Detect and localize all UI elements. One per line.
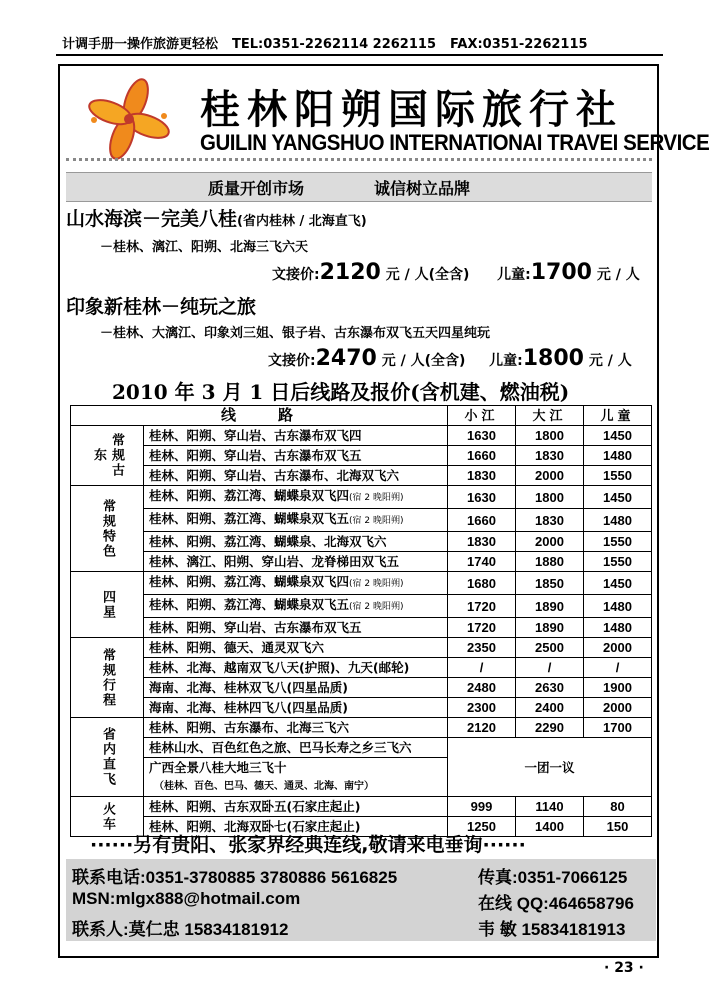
- price-big: 1890: [516, 618, 584, 638]
- route-title: [66, 292, 256, 319]
- price-small: 1830: [448, 466, 516, 486]
- page-number: · 23 ·: [604, 960, 644, 976]
- table-row: [71, 509, 652, 532]
- route-cell: （桂林、百色、巴马、德天、通灵、北海、南宁）: [144, 777, 448, 797]
- negotiable-price: 一团一议: [448, 738, 652, 797]
- route-cell: 桂林、阳朔、古东瀑布、北海三飞六: [144, 718, 448, 738]
- price-big: 2400: [516, 698, 584, 718]
- route-name: 桂林、阳朔、穿山岩、古东瀑布双飞五: [149, 620, 362, 635]
- route-cell: [144, 509, 448, 532]
- price-child: /: [584, 658, 652, 678]
- route-name: 桂林、阳朔、古东双卧五(石家庄起止): [149, 799, 361, 814]
- route-name: 桂林、阳朔、荔江湾、蝴蝶泉、北海双飞六: [149, 534, 387, 549]
- route-title-text: 山水海滨－完美八桂: [66, 208, 238, 230]
- route-name: 海南、北海、桂林四飞八(四星品质): [149, 700, 348, 715]
- price-big: 2290: [516, 718, 584, 738]
- route-cell: [144, 618, 448, 638]
- group-label: 常规特色: [71, 486, 144, 572]
- price-table: [70, 405, 652, 837]
- table-row: [71, 738, 652, 758]
- price-small: 2350: [448, 638, 516, 658]
- price-big: 2630: [516, 678, 584, 698]
- contact-msn: [72, 889, 300, 909]
- route-cell: [144, 552, 448, 572]
- child-price: 1700: [530, 260, 592, 285]
- route-note: (宿 2 晚阳朔): [349, 493, 404, 503]
- contact-person2: 韦 敏 15834181913: [478, 920, 626, 939]
- top-tel: TEL:0351-2262114 2262115: [232, 37, 436, 52]
- route-name: 桂林、阳朔、德天、通灵双飞六: [149, 640, 325, 655]
- price-child: 1450: [584, 572, 652, 595]
- top-slogan: 计调手册一操作旅游更轻松: [62, 37, 219, 52]
- route-cell: [144, 446, 448, 466]
- route-cell: [144, 466, 448, 486]
- adult-price-label: 文接价:: [268, 353, 316, 369]
- price-big: 1880: [516, 552, 584, 572]
- price-small: 1720: [448, 595, 516, 618]
- adult-price-unit: 元 / 人(全含): [385, 267, 470, 283]
- price-big: 1800: [516, 426, 584, 446]
- price-child: 1900: [584, 678, 652, 698]
- route-name: 桂林、阳朔、北海双卧七(石家庄起止): [149, 819, 361, 834]
- flower-logo-icon: [84, 76, 174, 162]
- route-title-note: (省内桂林 / 北海直飞): [237, 214, 367, 229]
- price-small: 2480: [448, 678, 516, 698]
- group-label: 火车: [71, 797, 144, 837]
- table-row: [71, 486, 652, 509]
- table-row: [71, 572, 652, 595]
- price-small: 2300: [448, 698, 516, 718]
- route-title: [66, 204, 367, 231]
- price-child: 1480: [584, 446, 652, 466]
- route-name: 桂林、阳朔、荔江湾、蝴蝶泉双飞五: [149, 511, 350, 526]
- msn-label: MSN:: [72, 889, 116, 908]
- table-header-row: [71, 406, 652, 426]
- price-small: 1660: [448, 446, 516, 466]
- msn-value: mlgx888@hotmail.com: [115, 889, 301, 908]
- route-cell: [144, 678, 448, 698]
- top-divider: [56, 54, 663, 56]
- price-big: 1830: [516, 446, 584, 466]
- price-big: 1890: [516, 595, 584, 618]
- price-small: /: [448, 658, 516, 678]
- price-small: 1830: [448, 532, 516, 552]
- price-small: 1630: [448, 426, 516, 446]
- contact-qq: [478, 889, 634, 914]
- price-big: /: [516, 658, 584, 678]
- price-child: 1480: [584, 618, 652, 638]
- price-line: [272, 260, 640, 285]
- price-big: 1830: [516, 509, 584, 532]
- qq-label: 在线 QQ:: [478, 894, 549, 913]
- company-name-en: GUILIN YANGSHUO INTERNATIONAI TRAVEI SERVICE: [200, 130, 710, 155]
- group-label: 常规行程: [71, 638, 144, 718]
- price-big: 1800: [516, 486, 584, 509]
- route-subtitle: －桂林、大漓江、印象刘三姐、银子岩、古东瀑布双飞五天四星纯玩: [100, 326, 491, 341]
- contact-fax: [478, 863, 627, 888]
- price-child: 1700: [584, 718, 652, 738]
- route-cell: [144, 595, 448, 618]
- child-price-label: 儿童:: [497, 267, 531, 283]
- route-cell: [144, 658, 448, 678]
- table-row: [71, 595, 652, 618]
- price-child: 1480: [584, 595, 652, 618]
- company-name-cn: 桂林阳朔国际旅行社: [200, 87, 623, 133]
- header-big: 大江: [516, 406, 584, 426]
- price-big: 1140: [516, 797, 584, 817]
- route-name: 桂林、阳朔、荔江湾、蝴蝶泉双飞四: [149, 488, 350, 503]
- route-name: 桂林、阳朔、荔江湾、蝴蝶泉双飞四: [149, 574, 350, 589]
- fax-value: 0351-7066125: [517, 868, 628, 887]
- route-cell: [144, 532, 448, 552]
- table-row: [71, 466, 652, 486]
- child-price-label: 儿童:: [489, 353, 523, 369]
- slogan-left: 质量开创市场: [208, 179, 305, 198]
- table-row: [71, 698, 652, 718]
- table-row: [71, 658, 652, 678]
- route-name: 桂林、北海、越南双飞八天(护照)、九天(邮轮): [149, 660, 410, 675]
- table-row: [71, 426, 652, 446]
- adult-price: 2470: [315, 346, 377, 371]
- route-name: 桂林、阳朔、穿山岩、古东瀑布双飞四: [149, 428, 362, 443]
- price-child: 2000: [584, 698, 652, 718]
- price-child: 1450: [584, 426, 652, 446]
- route-note: (宿 2 晚阳朔): [349, 602, 404, 612]
- table-heading: 2010 年 3 月 1 日后线路及报价(含机建、燃油税): [112, 380, 570, 404]
- top-bar: [62, 33, 657, 51]
- route-note: (宿 2 晚阳朔): [349, 516, 404, 526]
- price-line: [268, 346, 632, 371]
- table-row: [71, 618, 652, 638]
- route-cell: [144, 486, 448, 509]
- table-body: [71, 426, 652, 837]
- person-label: 联系人:: [72, 920, 129, 939]
- price-big: 2000: [516, 466, 584, 486]
- price-big: 2000: [516, 532, 584, 552]
- price-child: 80: [584, 797, 652, 817]
- price-small: 1250: [448, 817, 516, 837]
- header-small: 小江: [448, 406, 516, 426]
- price-small: 1740: [448, 552, 516, 572]
- table-row: [71, 797, 652, 817]
- route-cell: 广西全景八桂大地三飞十: [144, 758, 448, 778]
- slogan-right: 诚信树立品牌: [374, 179, 471, 198]
- child-price-unit: 元 / 人: [588, 353, 632, 369]
- price-child: 2000: [584, 638, 652, 658]
- table-row: [71, 552, 652, 572]
- dotted-divider: [66, 158, 652, 171]
- route-title-text: 印象新桂林－纯玩之旅: [66, 296, 257, 318]
- adult-price-label: 文接价:: [272, 267, 320, 283]
- adult-price-unit: 元 / 人(全含): [381, 353, 466, 369]
- route-cell: 桂林山水、百色红色之旅、巴马长寿之乡三飞六: [144, 738, 448, 758]
- route-cell: [144, 797, 448, 817]
- phone-value: 0351-3780885 3780886 5616825: [145, 868, 398, 887]
- price-child: 1550: [584, 532, 652, 552]
- group-label: 四星: [71, 572, 144, 638]
- child-price: 1800: [522, 346, 584, 371]
- route-cell: [144, 572, 448, 595]
- price-child: 150: [584, 817, 652, 837]
- table-row: [71, 718, 652, 738]
- price-small: 2120: [448, 718, 516, 738]
- fax-label: 传真:: [478, 868, 518, 887]
- bottom-slogan: ······另有贵阳、张家界经典连线,敬请来电垂询······: [90, 834, 526, 856]
- route-cell: [144, 426, 448, 446]
- route-name: 海南、北海、桂林双飞八(四星品质): [149, 680, 348, 695]
- price-child: 1550: [584, 552, 652, 572]
- group-label: 常规古东: [71, 426, 144, 486]
- header-child: 儿童: [584, 406, 652, 426]
- route-name: 桂林、阳朔、穿山岩、古东瀑布、北海双飞六: [149, 468, 400, 483]
- price-child: 1550: [584, 466, 652, 486]
- phone-label: 联系电话:: [72, 868, 146, 887]
- price-big: 1400: [516, 817, 584, 837]
- table-row: [71, 638, 652, 658]
- price-small: 1720: [448, 618, 516, 638]
- price-small: 999: [448, 797, 516, 817]
- child-price-unit: 元 / 人: [596, 267, 640, 283]
- route-name: 桂林、漓江、阳朔、穿山岩、龙脊梯田双飞五: [149, 554, 400, 569]
- route-name: 桂林、阳朔、荔江湾、蝴蝶泉双飞五: [149, 597, 350, 612]
- price-big: 1850: [516, 572, 584, 595]
- route-cell: [144, 698, 448, 718]
- price-big: 2500: [516, 638, 584, 658]
- table-row: [71, 678, 652, 698]
- table-row: [71, 446, 652, 466]
- contact-phone: [72, 863, 397, 888]
- top-fax: FAX:0351-2262115: [450, 37, 588, 52]
- route-cell: [144, 638, 448, 658]
- header-route: 线 路: [71, 406, 448, 426]
- person1-value: 莫仁忠 15834181912: [128, 920, 289, 939]
- route-name: 桂林、阳朔、穿山岩、古东瀑布双飞五: [149, 448, 362, 463]
- slogan-banner: [66, 172, 652, 202]
- price-small: 1630: [448, 486, 516, 509]
- adult-price: 2120: [319, 260, 381, 285]
- table-row: [71, 532, 652, 552]
- route-note: (宿 2 晚阳朔): [349, 579, 404, 589]
- qq-value: 464658796: [548, 894, 634, 913]
- price-small: 1680: [448, 572, 516, 595]
- price-child: 1480: [584, 509, 652, 532]
- price-child: 1450: [584, 486, 652, 509]
- price-small: 1660: [448, 509, 516, 532]
- group-label: 省内直飞: [71, 718, 144, 797]
- route-subtitle: －桂林、漓江、阳朔、北海三飞六天: [100, 240, 309, 255]
- contact-person1: [72, 915, 288, 940]
